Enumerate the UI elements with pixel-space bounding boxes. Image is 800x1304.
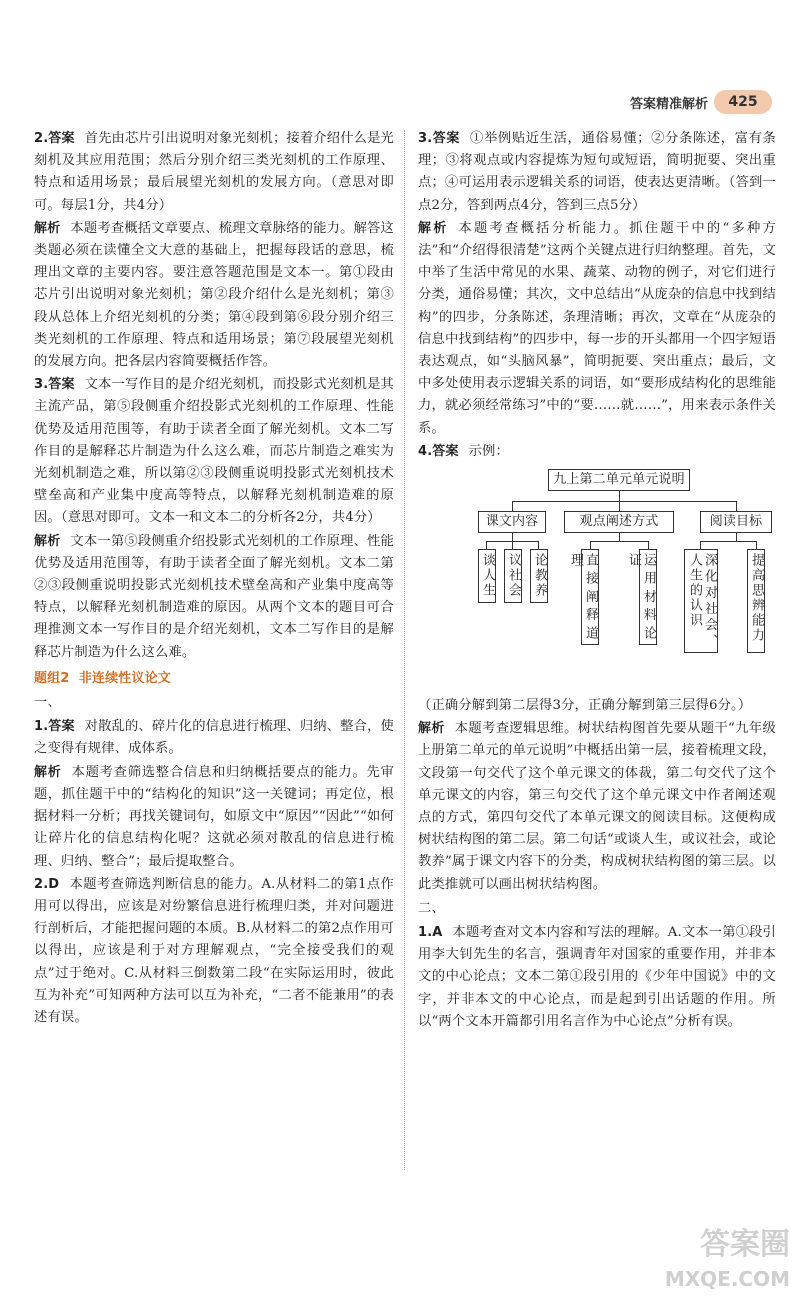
left-column [34,128,394,1030]
tree-root: 九上第二单元单元说明 [548,469,690,491]
watermark-logo: 答案圈 MXQE.COM [664,1227,790,1291]
answer-g2: 2.D 本题考查筛选判断信息的能力。A.从材料二的第1点作用可以得出，应该是对纷繁信息进行梳理归类，并对问题进行剖析后，才能把握问题的本质。B.从材料二的第2点作用可以得出，应该是利于对方理解观点，“完全接受我们的观点”过于绝对。C.从材料三倒数第二段“在实际运用时，彼此互为补充”可知两种方法可以互为补充，“二者不能兼用”的表述有误。 [34,876,394,1025]
page-number: 425 [714,90,772,114]
answer-g1: 1.答案 对散乱的、碎片化的信息进行梳理、归纳、整合，使之变得有规律、成体系。 [34,719,394,757]
analysis-r3: 解析 本题考查概括分析能力。抓住题干中的“多种方法”和“介绍得很清楚”这两个关键点进行归纳整理。首先，文中举了生活中常见的水果、蔬菜、动物的例子，对它们进行分类，通俗易懂；其次，文中总结出“从庞杂的信息中找到结构”的四步，分条陈述，条理清晰；再次，文章在“从庞杂的信息中找到结构”的四步中，每一步的开头都用一个四字短语表达观点，如“头脑风暴”，简明扼要、突出重点；最后，文中多处使用表示逻辑关系的词语，如“要形成结构化的思维能力，就必须经常练习”中的“要……就……”，用来表示条件关系。 [418,220,776,436]
branch-content: 课文内容 [478,511,546,533]
score-note-q4: （正确分解到第二层得3分，正确分解到第三层得6分。） [418,698,752,714]
leaf-upbringing: 论教养 [530,549,548,603]
page-header [0,90,800,118]
answer-q2: 2.答案 首先由芯片引出说明对象光刻机；接着介绍什么是光刻机及其应用范围；然后分别介绍三类光刻机的工作原理、特点和适用场景；最后展望光刻机的发展方向。（意思对即可。每层1分，共4分） [34,131,394,213]
section-two-label: 二、 [418,900,445,916]
answer-q3: 3.答案 文本一写作目的是介绍光刻机，而投影式光刻机是其主流产品，第⑤段侧重介绍投影式光刻机的工作原理、性能优势及适用范围等，有助于读者全面了解光刻机。文本二写作目的是解释芯片制造为什么这么难，而芯片制造之难实为光刻机制造之难，所以第②③段侧重说明投影式光刻机技术壁垒高和产业集中度高等特点，以解释光刻机制造难的原因。（意思对即可。文本一和文本二的分析各2分，共4分） [34,377,394,526]
leaf-talk-life: 谈人生 [478,549,496,603]
branch-goal: 阅读目标 [700,511,772,533]
group-title: 题组2 非连续性议论文 [34,670,171,686]
analysis-r4: 解析 本题考查逻辑思维。树状结构图首先要从题干“九年级上册第二单元的单元说明”中概括出第一层，接着梳理文段，文段第一句交代了这个单元课文的体裁，第二句交代了这个单元课文的内容，第三句交代了这个单元课文中作者阐述观点的方式，第四句交代了本单元课文的阅读目标。这便构成树状结构图的第二层。第二句话“或谈人生，或议社会，或论教养”属于课文内容下的分类，构成树状结构图的第三层。以此类推就可以画出树状结构图。 [418,721,776,892]
analysis-g1: 解析 本题考查筛选整合信息和归纳概括要点的能力。先审题，抓住题干中的“结构化的知识”这一关键词；再定位，根据材料一分析；再找关键词句，如原文中“原因”“因此”“如何让碎片化的信息结构化呢？这就必须对散乱的信息进行梳理、归纳、整合”；最后提取整合。 [34,764,394,869]
header-label: 答案精准解析 [629,97,708,112]
analysis-q3: 解析 文本一第⑤段侧重介绍投影式光刻机的工作原理、性能优势及适用范围等，有助于读者全面了解光刻机。文本二第②③段侧重说明投影式光刻机技术壁垒高和产业集中度高等特点，以解释光刻机制造难的原因。从两个文本的题目可合理推测文本一写作目的是介绍光刻机，文本二写作目的是解释芯片制造为什么这么难。 [34,533,394,660]
leaf-discuss-society: 议社会 [504,549,522,603]
leaf-direct-explain: 直接阐释道理 [581,549,599,645]
answer-s1: 1.A 本题考查对文本内容和写法的理解。A.文本一第①段引用李大钊先生的名言，强调青年对国家的重要作用，并非本文的中心论点；文本二第①段引用的《少年中国说》中的文字，并非本文的中心论点，而是起到引出话题的作用。所以“两个文本开篇都引用名言作为中心论点”分析有误。 [418,925,776,1029]
answer-r4: 4.答案 示例： [418,443,509,459]
column-divider [404,130,405,1170]
tree-diagram [478,469,778,691]
right-column [418,128,776,1034]
analysis-q2: 解析 本题考查概括文章要点、梳理文章脉络的能力。解答这类题必须在读懂全文大意的基础上，把握每段话的意思，梳理出文章的主要内容。要注意答题范围是文本一。第①段由芯片引出说明对象光刻机；第②段介绍什么是光刻机；第③段从总体上介绍光刻机的分类；第④段到第⑥段分别介绍三类光刻机的工作原理、特点和适用场景；第⑦段展望光刻机的发展方向。把各层内容简要概括作答。 [34,220,394,370]
leaf-material-argue: 运用材料论证 [639,549,657,645]
answer-r3: 3.答案 ①举例贴近生活，通俗易懂；②分条陈述，富有条理；③将观点或内容提炼为短句或短语，简明扼要、突出重点；④可运用表示逻辑关系的词语，使表达更清晰。（答到一点2分，答到两点4分，答到三点5分） [418,131,776,213]
branch-method: 观点阐述方式 [564,511,674,533]
leaf-critical-thinking: 提高思辨能力 [747,549,765,653]
section-one-label: 一、 [34,695,61,711]
leaf-deepen-understanding: 深化对社会、人生的认识 [684,549,718,653]
